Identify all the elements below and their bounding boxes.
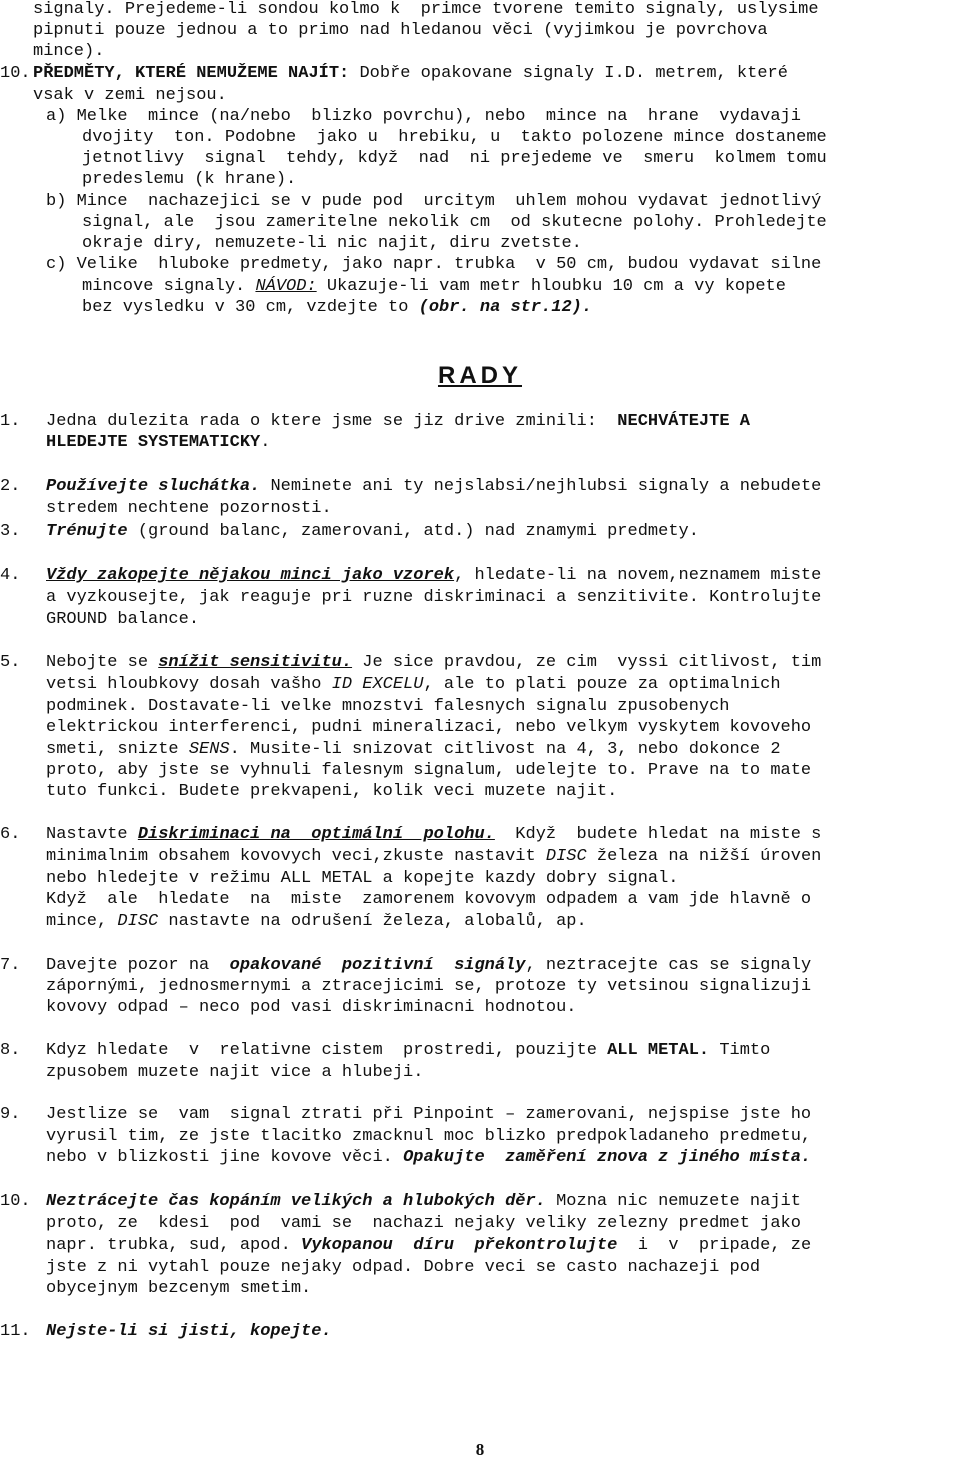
tip-line <box>46 740 781 760</box>
emphasis: Neztrácejte čas kopáním velikých a hlubokých děr. <box>46 1192 546 1211</box>
tip-line: elektrickou interferenci, pudni mineralizaci, nebo velkym vyskytem kovoveho <box>46 718 812 737</box>
subitem-a-line: a) Melke mince (na/nebo blizko povrchu), nebo mince na hrane vydavaji <box>46 107 801 126</box>
text-span: Kdyz hledate v relativne cistem prostredi, pouzijte <box>46 1041 608 1060</box>
item-number: 10. <box>0 64 31 83</box>
text-span: , hledate-li na novem,neznamem miste <box>454 566 822 585</box>
text-line: pipnuti pouze jednou a to primo nad hledanou věci (vyjimkou je povrchova <box>33 21 768 40</box>
tip-line <box>46 1322 332 1342</box>
text-span: , ale to plati pouze za optimalnich <box>423 675 781 694</box>
tip-number: 11. <box>0 1322 31 1341</box>
emphasis: ALL METAL. <box>607 1041 710 1060</box>
tip-number: 7. <box>0 956 21 975</box>
text-span: Mozna nic nemuzete najit <box>545 1192 801 1211</box>
emphasis: Trénujte <box>46 522 128 541</box>
text-span: nastavte na odrušení železa, alobalů, ap. <box>158 912 587 931</box>
tip-line <box>46 412 750 432</box>
tip-line: obycejnym bezcenym smetim. <box>46 1279 312 1298</box>
text-span: Jedna dulezita rada o ktere jsme se jiz drive zminili: <box>46 412 618 431</box>
emphasis: Používejte sluchátka. <box>46 477 261 496</box>
text-span: Neminete ani ty nejslabsi/nejhlubsi signaly a nebudete <box>260 477 822 496</box>
tip-number: 9. <box>0 1105 21 1124</box>
text-span: Davejte pozor na <box>46 956 230 975</box>
text-span: Ukazuje-li vam metr hloubku 10 cm a vy kopete <box>316 277 786 296</box>
tip-line <box>46 1148 811 1168</box>
text-span: minimalnim obsahem kovovych veci,zkuste nastavit <box>46 847 546 866</box>
text-span: nebo v blizkosti jine kovove věci. <box>46 1148 404 1167</box>
text-span: , neztracejte cas se signaly <box>525 956 812 975</box>
item-title: PŘEDMĚTY, KTERÉ NEMUŽEME NAJÍT: <box>33 64 350 83</box>
setting-name: DISC <box>545 847 587 866</box>
tip-number: 4. <box>0 566 21 585</box>
tip-line <box>46 912 587 932</box>
text-line: signaly. Prejedeme-li sondou kolmo k primce tvorene temito signaly, uslysime <box>33 0 819 19</box>
tip-line: Jestlize se vam signal ztrati při Pinpoint – zamerovani, nejspise jste ho <box>46 1105 812 1124</box>
text-span: . Musite-li snizovat citlivost na 4, 3, nebo dokonce 2 <box>229 740 781 759</box>
setting-name: DISC <box>117 912 159 931</box>
emphasis: Nejste-li si jisti, kopejte. <box>46 1322 332 1341</box>
emphasis: Opakujte zaměření znova z jiného místa. <box>403 1148 812 1167</box>
tip-line <box>46 477 821 497</box>
tip-number: 2. <box>0 477 21 496</box>
tip-line <box>46 1236 811 1256</box>
tip-number: 6. <box>0 825 21 844</box>
setting-name: SENS <box>188 740 230 759</box>
text-span: Nastavte <box>46 825 138 844</box>
tip-line <box>46 956 811 976</box>
text-span: mincove signaly. <box>82 277 256 296</box>
tip-line <box>46 1192 801 1212</box>
text-line: dvojity ton. Podobne jako u hrebiku, u takto polozene mince dostaneme <box>82 128 827 147</box>
tip-number: 3. <box>0 522 21 541</box>
tip-number: 5. <box>0 653 21 672</box>
text-span: (ground balanc, zamerovani, atd.) nad znamymi predmety. <box>127 522 699 541</box>
tip-number: 1. <box>0 412 21 431</box>
text-span: Dobře opakovane signaly I.D. metrem, které <box>349 64 788 83</box>
emphasis: Vykopanou díru překontrolujte <box>301 1236 618 1255</box>
text-span: vetsi hloubkovy dosah vašho <box>46 675 332 694</box>
tip-line: zápornými, jednosmernymi a ztracejicimi se, protoze ty vetsinou signalizuji <box>46 977 812 996</box>
tip-line <box>46 522 699 542</box>
text-line: mince). <box>33 42 105 61</box>
text-span: i v pripade, ze <box>617 1236 812 1255</box>
text-span: Je sice pravdou, ze cim vyssi citlivost, tim <box>352 653 822 672</box>
tip-line: stredem nechtene pozornosti. <box>46 499 332 518</box>
text-span: Timto <box>709 1041 771 1060</box>
tip-line <box>46 1041 770 1061</box>
text-span: železa na nižší úroven <box>586 847 822 866</box>
emphasis: Diskriminaci na optimální polohu. <box>137 825 495 844</box>
tip-line: nebo hledejte v režimu ALL METAL a kopejte kazdy dobry signal. <box>46 869 679 888</box>
subitem-b-line: b) Mince nachazejici se v pude pod urcitym uhlem mohou vydavat jednotlivý <box>46 192 822 211</box>
tip-line: jste z ni vytahl pouze nejaky odpad. Dobre veci se casto nachazeji pod <box>46 1258 761 1277</box>
text-line <box>82 298 592 318</box>
text-span: mince, <box>46 912 118 931</box>
text-line: okraje diry, nemuzete-li nic najit, diru zvetste. <box>82 234 582 253</box>
text-span: bez vysledku v 30 cm, vzdejte to <box>82 298 419 317</box>
subitem-c-line: c) Velike hluboke predmety, jako napr. trubka v 50 cm, budou vydavat silne <box>46 255 822 274</box>
tip-line <box>46 433 270 453</box>
text-line: signal, ale jsou zameritelne nekolik cm od skutecne polohy. Prohledejte <box>82 213 827 232</box>
text-span: . <box>260 433 271 452</box>
section-heading: RADY <box>437 362 522 389</box>
tip-line <box>46 847 821 867</box>
text-line <box>33 64 788 84</box>
tip-line <box>46 653 821 673</box>
tip-number: 10. <box>0 1192 31 1211</box>
tip-line <box>46 825 821 845</box>
text-span: Když budete hledat na miste s <box>494 825 822 844</box>
navod-label: NÁVOD: <box>255 277 317 296</box>
tip-line: tuto funkci. Budete prekvapeni, kolik veci muzete najit. <box>46 782 618 801</box>
emphasis: HLEDEJTE SYSTEMATICKY <box>46 433 261 452</box>
page-number: 8 <box>475 1440 485 1459</box>
tip-line: proto, ze kdesi pod vami se nachazi nejaky veliky zelezny predmet jako <box>46 1214 801 1233</box>
emphasis: snížit sensitivitu. <box>158 653 353 672</box>
text-span: napr. trubka, sud, apod. <box>46 1236 302 1255</box>
text-line <box>82 277 786 297</box>
tip-line: kovovy odpad – neco pod vasi diskriminacni hodnotou. <box>46 998 577 1017</box>
text-span: smeti, snizte <box>46 740 189 759</box>
tip-line: a vyzkousejte, jak reaguje pri ruzne diskriminaci a senzitivite. Kontrolujte <box>46 588 822 607</box>
tip-line: podminek. Dostavate-li velke mnozstvi falesnych signalu zpusobenych <box>46 697 730 716</box>
emphasis: NECHVÁTEJTE A <box>617 412 750 431</box>
tip-line: proto, aby jste se vyhnuli falesnym signalum, udelejte to. Prave na to mate <box>46 761 812 780</box>
text-span: Nebojte se <box>46 653 159 672</box>
tip-number: 8. <box>0 1041 21 1060</box>
text-line: jetnotlivy signal tehdy, když nad ni prejedeme ve smeru kolmem tomu <box>82 149 827 168</box>
tip-line <box>46 675 781 695</box>
tip-line <box>46 566 821 586</box>
text-line: predeslemu (k hrane). <box>82 170 297 189</box>
tip-line: GROUND balance. <box>46 610 200 629</box>
emphasis: opakované pozitivní signály <box>229 956 526 975</box>
tip-line: vyrusil tim, ze jste tlacitko zmacknul moc blizko predpokladaneho predmetu, <box>46 1127 812 1146</box>
product-name: ID EXCELU <box>331 675 424 694</box>
figure-reference: (obr. na str.12). <box>418 298 593 317</box>
tip-line: zpusobem muzete najit vice a hlubeji. <box>46 1063 424 1082</box>
emphasis: Vždy zakopejte nějakou minci jako vzorek <box>46 566 455 585</box>
tip-line: Když ale hledate na miste zamorenem kovovym odpadem a vam jde hlavně o <box>46 890 812 909</box>
text-line: vsak v zemi nejsou. <box>33 86 227 105</box>
